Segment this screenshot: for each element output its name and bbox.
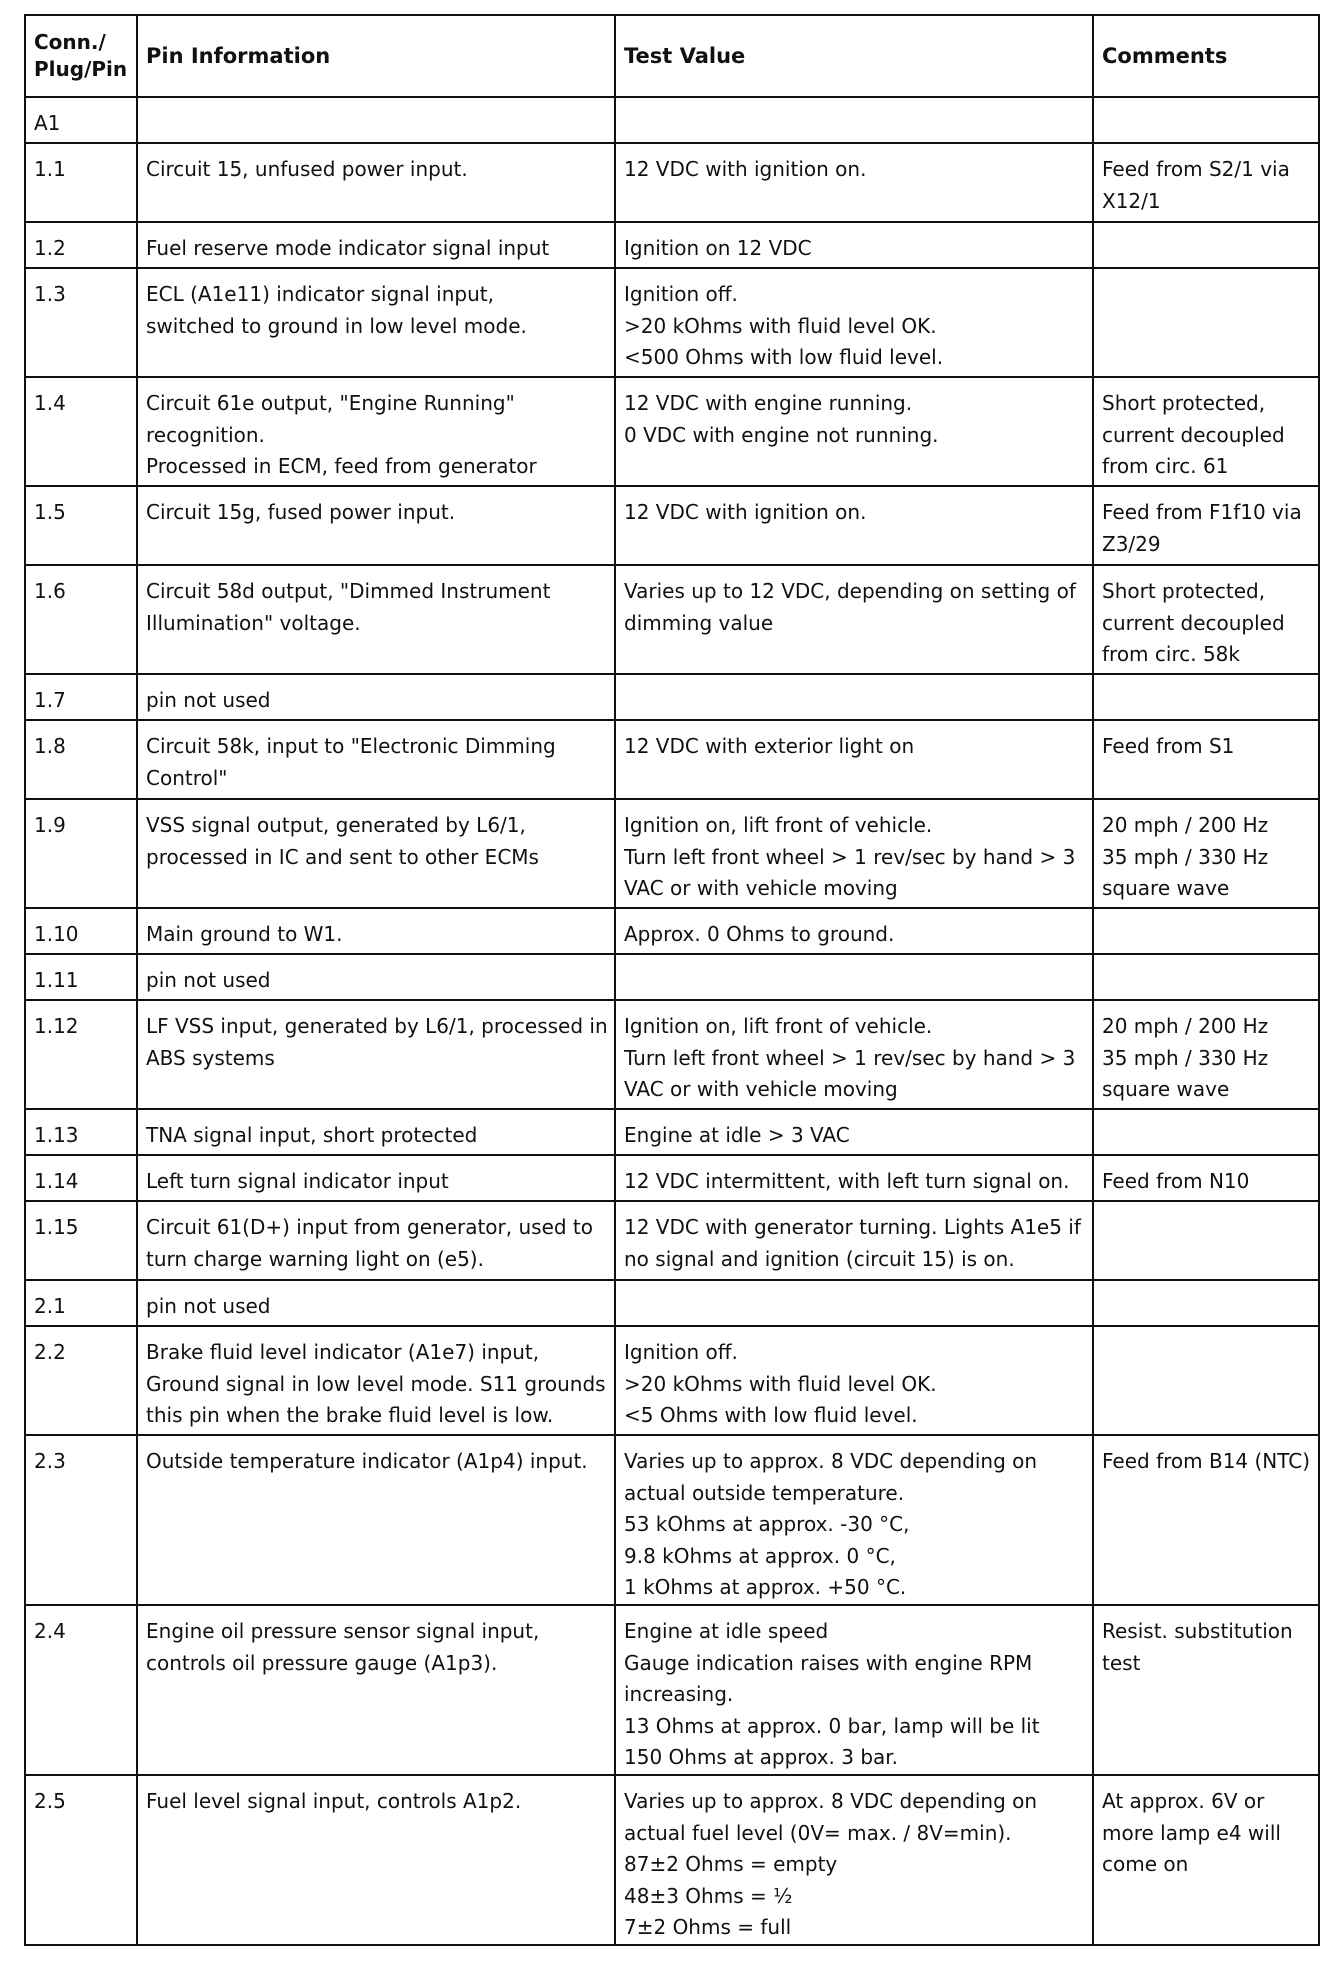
test-value-cell bbox=[615, 674, 1093, 720]
comments-cell bbox=[1093, 1326, 1319, 1435]
comments-line: Feed from N10 bbox=[1102, 1169, 1250, 1193]
pin-information-line: controls oil pressure gauge (A1p3). bbox=[146, 1650, 498, 1675]
test-value-line: no signal and ignition (circuit 15) is on. bbox=[624, 1246, 1015, 1271]
pin-information-line: Processed in ECM, feed from generator bbox=[146, 454, 537, 478]
pin-cell bbox=[25, 799, 137, 908]
pin-label: 1.9 bbox=[34, 813, 66, 837]
test-value-cell bbox=[615, 908, 1093, 954]
comments-line: Feed from S1 bbox=[1102, 734, 1235, 758]
test-value-line: Turn left front wheel > 1 rev/sec by hand > 3 bbox=[624, 844, 1076, 869]
pin-cell bbox=[25, 720, 137, 799]
pin-label: 1.5 bbox=[34, 500, 66, 524]
pin-information-line: Illumination" voltage. bbox=[146, 610, 361, 635]
test-value-line: 12 VDC with exterior light on bbox=[624, 734, 915, 758]
comments-line: current decoupled bbox=[1102, 610, 1285, 635]
test-value-line: VAC or with vehicle moving bbox=[624, 1077, 898, 1101]
test-value-line: >20 kOhms with fluid level OK. bbox=[624, 1371, 937, 1396]
pin-information-cell bbox=[137, 1155, 615, 1201]
pin-information-cell bbox=[137, 565, 615, 674]
pin-label: 1.14 bbox=[34, 1169, 79, 1193]
pin-information-line: Engine oil pressure sensor signal input, bbox=[146, 1619, 540, 1643]
pin-information-cell bbox=[137, 143, 615, 222]
pin-cell bbox=[25, 377, 137, 486]
comments-line: Z3/29 bbox=[1102, 531, 1161, 556]
pin-information-line: Circuit 61(D+) input from generator, used to bbox=[146, 1215, 594, 1239]
test-value-line: 12 VDC with ignition on. bbox=[624, 500, 867, 524]
comments-line: Feed from F1f10 via bbox=[1102, 500, 1302, 524]
comments-cell bbox=[1093, 1435, 1319, 1605]
test-value-line: Ignition off. bbox=[624, 282, 738, 306]
table-row bbox=[25, 486, 1319, 565]
pin-information-line: Brake fluid level indicator (A1e7) input, bbox=[146, 1340, 540, 1364]
test-value-line: 87±2 Ohms = empty bbox=[624, 1852, 838, 1876]
test-value-line: Varies up to approx. 8 VDC depending on bbox=[624, 1449, 1038, 1473]
table-row bbox=[25, 799, 1319, 908]
comments-line: square wave bbox=[1102, 1077, 1230, 1101]
pin-information-line: ECL (A1e11) indicator signal input, bbox=[146, 282, 494, 306]
pin-information-line: Outside temperature indicator (A1p4) input. bbox=[146, 1449, 588, 1473]
table-row bbox=[25, 97, 1319, 143]
table-row bbox=[25, 1435, 1319, 1605]
test-value-cell bbox=[615, 377, 1093, 486]
pin-table bbox=[24, 14, 1320, 1946]
comments-cell bbox=[1093, 268, 1319, 377]
comments-cell bbox=[1093, 486, 1319, 565]
comments-line: 20 mph / 200 Hz bbox=[1102, 813, 1269, 837]
comments-cell bbox=[1093, 1201, 1319, 1280]
test-value-cell bbox=[615, 97, 1093, 143]
comments-line: Resist. substitution bbox=[1102, 1619, 1293, 1643]
comments-line: more lamp e4 will bbox=[1102, 1820, 1281, 1845]
test-value-cell bbox=[615, 565, 1093, 674]
pin-information-line: this pin when the brake fluid level is low. bbox=[146, 1403, 554, 1427]
test-value-line: actual outside temperature. bbox=[624, 1480, 905, 1505]
pin-label: 1.8 bbox=[34, 734, 66, 758]
pin-information-line: Circuit 15g, fused power input. bbox=[146, 500, 456, 524]
test-value-line: <500 Ohms with low fluid level. bbox=[624, 345, 944, 369]
test-value-line: 48±3 Ohms = ½ bbox=[624, 1883, 793, 1908]
test-value-line: actual fuel level (0V= max. / 8V=min). bbox=[624, 1820, 1012, 1845]
pin-label: 1.10 bbox=[34, 922, 79, 946]
pin-cell bbox=[25, 674, 137, 720]
test-value-line: Ignition on 12 VDC bbox=[624, 236, 812, 260]
test-value-cell bbox=[615, 268, 1093, 377]
pin-information-line: Circuit 58d output, "Dimmed Instrument bbox=[146, 579, 551, 603]
pin-label: 1.7 bbox=[34, 688, 66, 712]
pin-information-line: pin not used bbox=[146, 688, 271, 712]
comments-line: 35 mph / 330 Hz bbox=[1102, 844, 1269, 869]
test-value-cell bbox=[615, 1280, 1093, 1326]
table-row bbox=[25, 222, 1319, 268]
comments-line: square wave bbox=[1102, 876, 1230, 900]
test-value-line: 1 kOhms at approx. +50 °C. bbox=[624, 1575, 907, 1599]
test-value-line: Ignition off. bbox=[624, 1340, 738, 1364]
pin-cell bbox=[25, 1326, 137, 1435]
comments-cell bbox=[1093, 1605, 1319, 1775]
test-value-line: Ignition on, lift front of vehicle. bbox=[624, 813, 933, 837]
table-row bbox=[25, 268, 1319, 377]
pin-information-line: switched to ground in low level mode. bbox=[146, 313, 527, 338]
test-value-line: VAC or with vehicle moving bbox=[624, 876, 898, 900]
test-value-cell bbox=[615, 720, 1093, 799]
pin-information-line: Circuit 15, unfused power input. bbox=[146, 157, 468, 181]
pin-information-cell bbox=[137, 222, 615, 268]
comments-cell bbox=[1093, 143, 1319, 222]
pin-information-line: pin not used bbox=[146, 1294, 271, 1318]
table-row bbox=[25, 1326, 1319, 1435]
pin-information-line: processed in IC and sent to other ECMs bbox=[146, 844, 539, 869]
comments-line: test bbox=[1102, 1650, 1141, 1675]
test-value-line: 12 VDC with engine running. bbox=[624, 391, 913, 415]
comments-cell bbox=[1093, 377, 1319, 486]
pin-information-document bbox=[24, 14, 1318, 1946]
comments-line: 20 mph / 200 Hz bbox=[1102, 1014, 1269, 1038]
test-value-line: Gauge indication raises with engine RPM bbox=[624, 1650, 1033, 1675]
test-value-cell bbox=[615, 1000, 1093, 1109]
test-value-line: <5 Ohms with low fluid level. bbox=[624, 1403, 918, 1427]
pin-cell bbox=[25, 222, 137, 268]
comments-cell bbox=[1093, 954, 1319, 1000]
table-row bbox=[25, 674, 1319, 720]
pin-cell bbox=[25, 1155, 137, 1201]
pin-information-cell bbox=[137, 1000, 615, 1109]
pin-information-line: Left turn signal indicator input bbox=[146, 1169, 449, 1193]
table-row bbox=[25, 1605, 1319, 1775]
table-row bbox=[25, 1201, 1319, 1280]
table-row bbox=[25, 1000, 1319, 1109]
pin-information-cell bbox=[137, 674, 615, 720]
pin-information-line: Ground signal in low level mode. S11 grounds bbox=[146, 1371, 606, 1396]
test-value-line: Engine at idle speed bbox=[624, 1619, 829, 1643]
pin-cell bbox=[25, 143, 137, 222]
pin-cell bbox=[25, 565, 137, 674]
comments-cell bbox=[1093, 1109, 1319, 1155]
comments-line: come on bbox=[1102, 1852, 1189, 1876]
test-value-line: 7±2 Ohms = full bbox=[624, 1915, 792, 1939]
test-value-line: 12 VDC intermittent, with left turn signal on. bbox=[624, 1169, 1070, 1193]
test-value-cell bbox=[615, 143, 1093, 222]
pin-information-cell bbox=[137, 486, 615, 565]
table-row bbox=[25, 565, 1319, 674]
pin-information-cell bbox=[137, 1775, 615, 1945]
header-pin: Conn./ Plug/Pin bbox=[25, 15, 137, 97]
pin-information-line: recognition. bbox=[146, 422, 265, 447]
test-value-cell bbox=[615, 486, 1093, 565]
test-value-line: Ignition on, lift front of vehicle. bbox=[624, 1014, 933, 1038]
comments-cell bbox=[1093, 1155, 1319, 1201]
test-value-line: increasing. bbox=[624, 1682, 734, 1706]
comments-line: Short protected, bbox=[1102, 579, 1266, 603]
pin-information-line: Control" bbox=[146, 765, 228, 790]
comments-cell bbox=[1093, 1775, 1319, 1945]
test-value-line: 13 Ohms at approx. 0 bar, lamp will be lit bbox=[624, 1713, 1040, 1738]
table-row bbox=[25, 1775, 1319, 1945]
pin-information-line: Fuel level signal input, controls A1p2. bbox=[146, 1789, 522, 1813]
pin-information-line: VSS signal output, generated by L6/1, bbox=[146, 813, 526, 837]
pin-cell bbox=[25, 908, 137, 954]
test-value-line: 12 VDC with ignition on. bbox=[624, 157, 867, 181]
table-row bbox=[25, 377, 1319, 486]
pin-cell bbox=[25, 97, 137, 143]
table-row bbox=[25, 954, 1319, 1000]
test-value-line: dimming value bbox=[624, 610, 774, 635]
pin-label: 1.2 bbox=[34, 236, 66, 260]
pin-cell bbox=[25, 268, 137, 377]
test-value-cell bbox=[615, 1201, 1093, 1280]
pin-information-line: Main ground to W1. bbox=[146, 922, 343, 946]
pin-information-cell bbox=[137, 1280, 615, 1326]
comments-line: from circ. 61 bbox=[1102, 454, 1229, 478]
pin-label: 2.5 bbox=[34, 1789, 66, 1813]
test-value-line: Turn left front wheel > 1 rev/sec by hand > 3 bbox=[624, 1045, 1076, 1070]
pin-information-cell bbox=[137, 799, 615, 908]
comments-cell bbox=[1093, 1000, 1319, 1109]
test-value-cell bbox=[615, 1155, 1093, 1201]
test-value-line: Engine at idle > 3 VAC bbox=[624, 1123, 850, 1147]
test-value-line: 9.8 kOhms at approx. 0 °C, bbox=[624, 1543, 896, 1568]
test-value-line: 150 Ohms at approx. 3 bar. bbox=[624, 1745, 899, 1769]
test-value-line: Approx. 0 Ohms to ground. bbox=[624, 922, 895, 946]
pin-label: 1.15 bbox=[34, 1215, 79, 1239]
pin-information-cell bbox=[137, 1109, 615, 1155]
pin-information-cell bbox=[137, 268, 615, 377]
test-value-line: 53 kOhms at approx. -30 °C, bbox=[624, 1512, 910, 1536]
test-value-cell bbox=[615, 1109, 1093, 1155]
header-test-value: Test Value bbox=[615, 15, 1093, 97]
pin-information-line: Circuit 58k, input to "Electronic Dimming bbox=[146, 734, 556, 758]
pin-information-cell bbox=[137, 954, 615, 1000]
pin-label: A1 bbox=[34, 111, 61, 135]
test-value-cell bbox=[615, 222, 1093, 268]
pin-label: 1.3 bbox=[34, 282, 66, 306]
header-row bbox=[25, 15, 1319, 97]
pin-label: 2.1 bbox=[34, 1294, 66, 1318]
test-value-cell bbox=[615, 954, 1093, 1000]
pin-label: 1.1 bbox=[34, 157, 66, 181]
pin-label: 1.4 bbox=[34, 391, 66, 415]
table-row bbox=[25, 720, 1319, 799]
comments-line: 35 mph / 330 Hz bbox=[1102, 1045, 1269, 1070]
comments-line: X12/1 bbox=[1102, 188, 1161, 213]
pin-label: 1.12 bbox=[34, 1014, 79, 1038]
test-value-cell bbox=[615, 1775, 1093, 1945]
comments-cell bbox=[1093, 720, 1319, 799]
pin-information-cell bbox=[137, 97, 615, 143]
test-value-cell bbox=[615, 1326, 1093, 1435]
pin-information-cell bbox=[137, 1326, 615, 1435]
pin-information-cell bbox=[137, 1435, 615, 1605]
comments-line: Short protected, bbox=[1102, 391, 1266, 415]
comments-line: current decoupled bbox=[1102, 422, 1285, 447]
comments-cell bbox=[1093, 222, 1319, 268]
pin-information-cell bbox=[137, 1605, 615, 1775]
test-value-line: Varies up to approx. 8 VDC depending on bbox=[624, 1789, 1038, 1813]
table-row bbox=[25, 143, 1319, 222]
pin-information-cell bbox=[137, 377, 615, 486]
pin-cell bbox=[25, 1605, 137, 1775]
comments-cell bbox=[1093, 565, 1319, 674]
pin-cell bbox=[25, 954, 137, 1000]
comments-cell bbox=[1093, 1280, 1319, 1326]
pin-information-cell bbox=[137, 720, 615, 799]
pin-information-cell bbox=[137, 1201, 615, 1280]
pin-information-line: Fuel reserve mode indicator signal input bbox=[146, 236, 550, 260]
pin-label: 1.11 bbox=[34, 968, 79, 992]
comments-line: Feed from S2/1 via bbox=[1102, 157, 1290, 181]
test-value-cell bbox=[615, 799, 1093, 908]
pin-label: 2.4 bbox=[34, 1619, 66, 1643]
pin-information-line: TNA signal input, short protected bbox=[146, 1123, 478, 1147]
pin-label: 2.2 bbox=[34, 1340, 66, 1364]
comments-cell bbox=[1093, 674, 1319, 720]
pin-cell bbox=[25, 1775, 137, 1945]
test-value-line: 0 VDC with engine not running. bbox=[624, 422, 939, 447]
header-pin-information: Pin Information bbox=[137, 15, 615, 97]
pin-cell bbox=[25, 1435, 137, 1605]
pin-information-line: LF VSS input, generated by L6/1, processed in bbox=[146, 1014, 608, 1038]
header-comments: Comments bbox=[1093, 15, 1319, 97]
table-row bbox=[25, 908, 1319, 954]
pin-label: 1.6 bbox=[34, 579, 66, 603]
comments-cell bbox=[1093, 799, 1319, 908]
test-value-line: Varies up to 12 VDC, depending on setting of bbox=[624, 579, 1076, 603]
pin-cell bbox=[25, 1280, 137, 1326]
pin-cell bbox=[25, 486, 137, 565]
pin-information-cell bbox=[137, 908, 615, 954]
pin-cell bbox=[25, 1201, 137, 1280]
test-value-line: 12 VDC with generator turning. Lights A1e5 if bbox=[624, 1215, 1081, 1239]
comments-cell bbox=[1093, 97, 1319, 143]
pin-information-line: Circuit 61e output, "Engine Running" bbox=[146, 391, 515, 415]
table-row bbox=[25, 1109, 1319, 1155]
test-value-line: >20 kOhms with fluid level OK. bbox=[624, 313, 937, 338]
pin-information-line: turn charge warning light on (e5). bbox=[146, 1246, 484, 1271]
comments-line: At approx. 6V or bbox=[1102, 1789, 1265, 1813]
pin-cell bbox=[25, 1109, 137, 1155]
test-value-cell bbox=[615, 1435, 1093, 1605]
comments-line: Feed from B14 (NTC) bbox=[1102, 1449, 1311, 1473]
test-value-cell bbox=[615, 1605, 1093, 1775]
comments-cell bbox=[1093, 908, 1319, 954]
table-row bbox=[25, 1155, 1319, 1201]
table-row bbox=[25, 1280, 1319, 1326]
pin-cell bbox=[25, 1000, 137, 1109]
pin-label: 1.13 bbox=[34, 1123, 79, 1147]
pin-information-line: ABS systems bbox=[146, 1045, 275, 1070]
pin-information-line: pin not used bbox=[146, 968, 271, 992]
pin-label: 2.3 bbox=[34, 1449, 66, 1473]
comments-line: from circ. 58k bbox=[1102, 642, 1240, 666]
